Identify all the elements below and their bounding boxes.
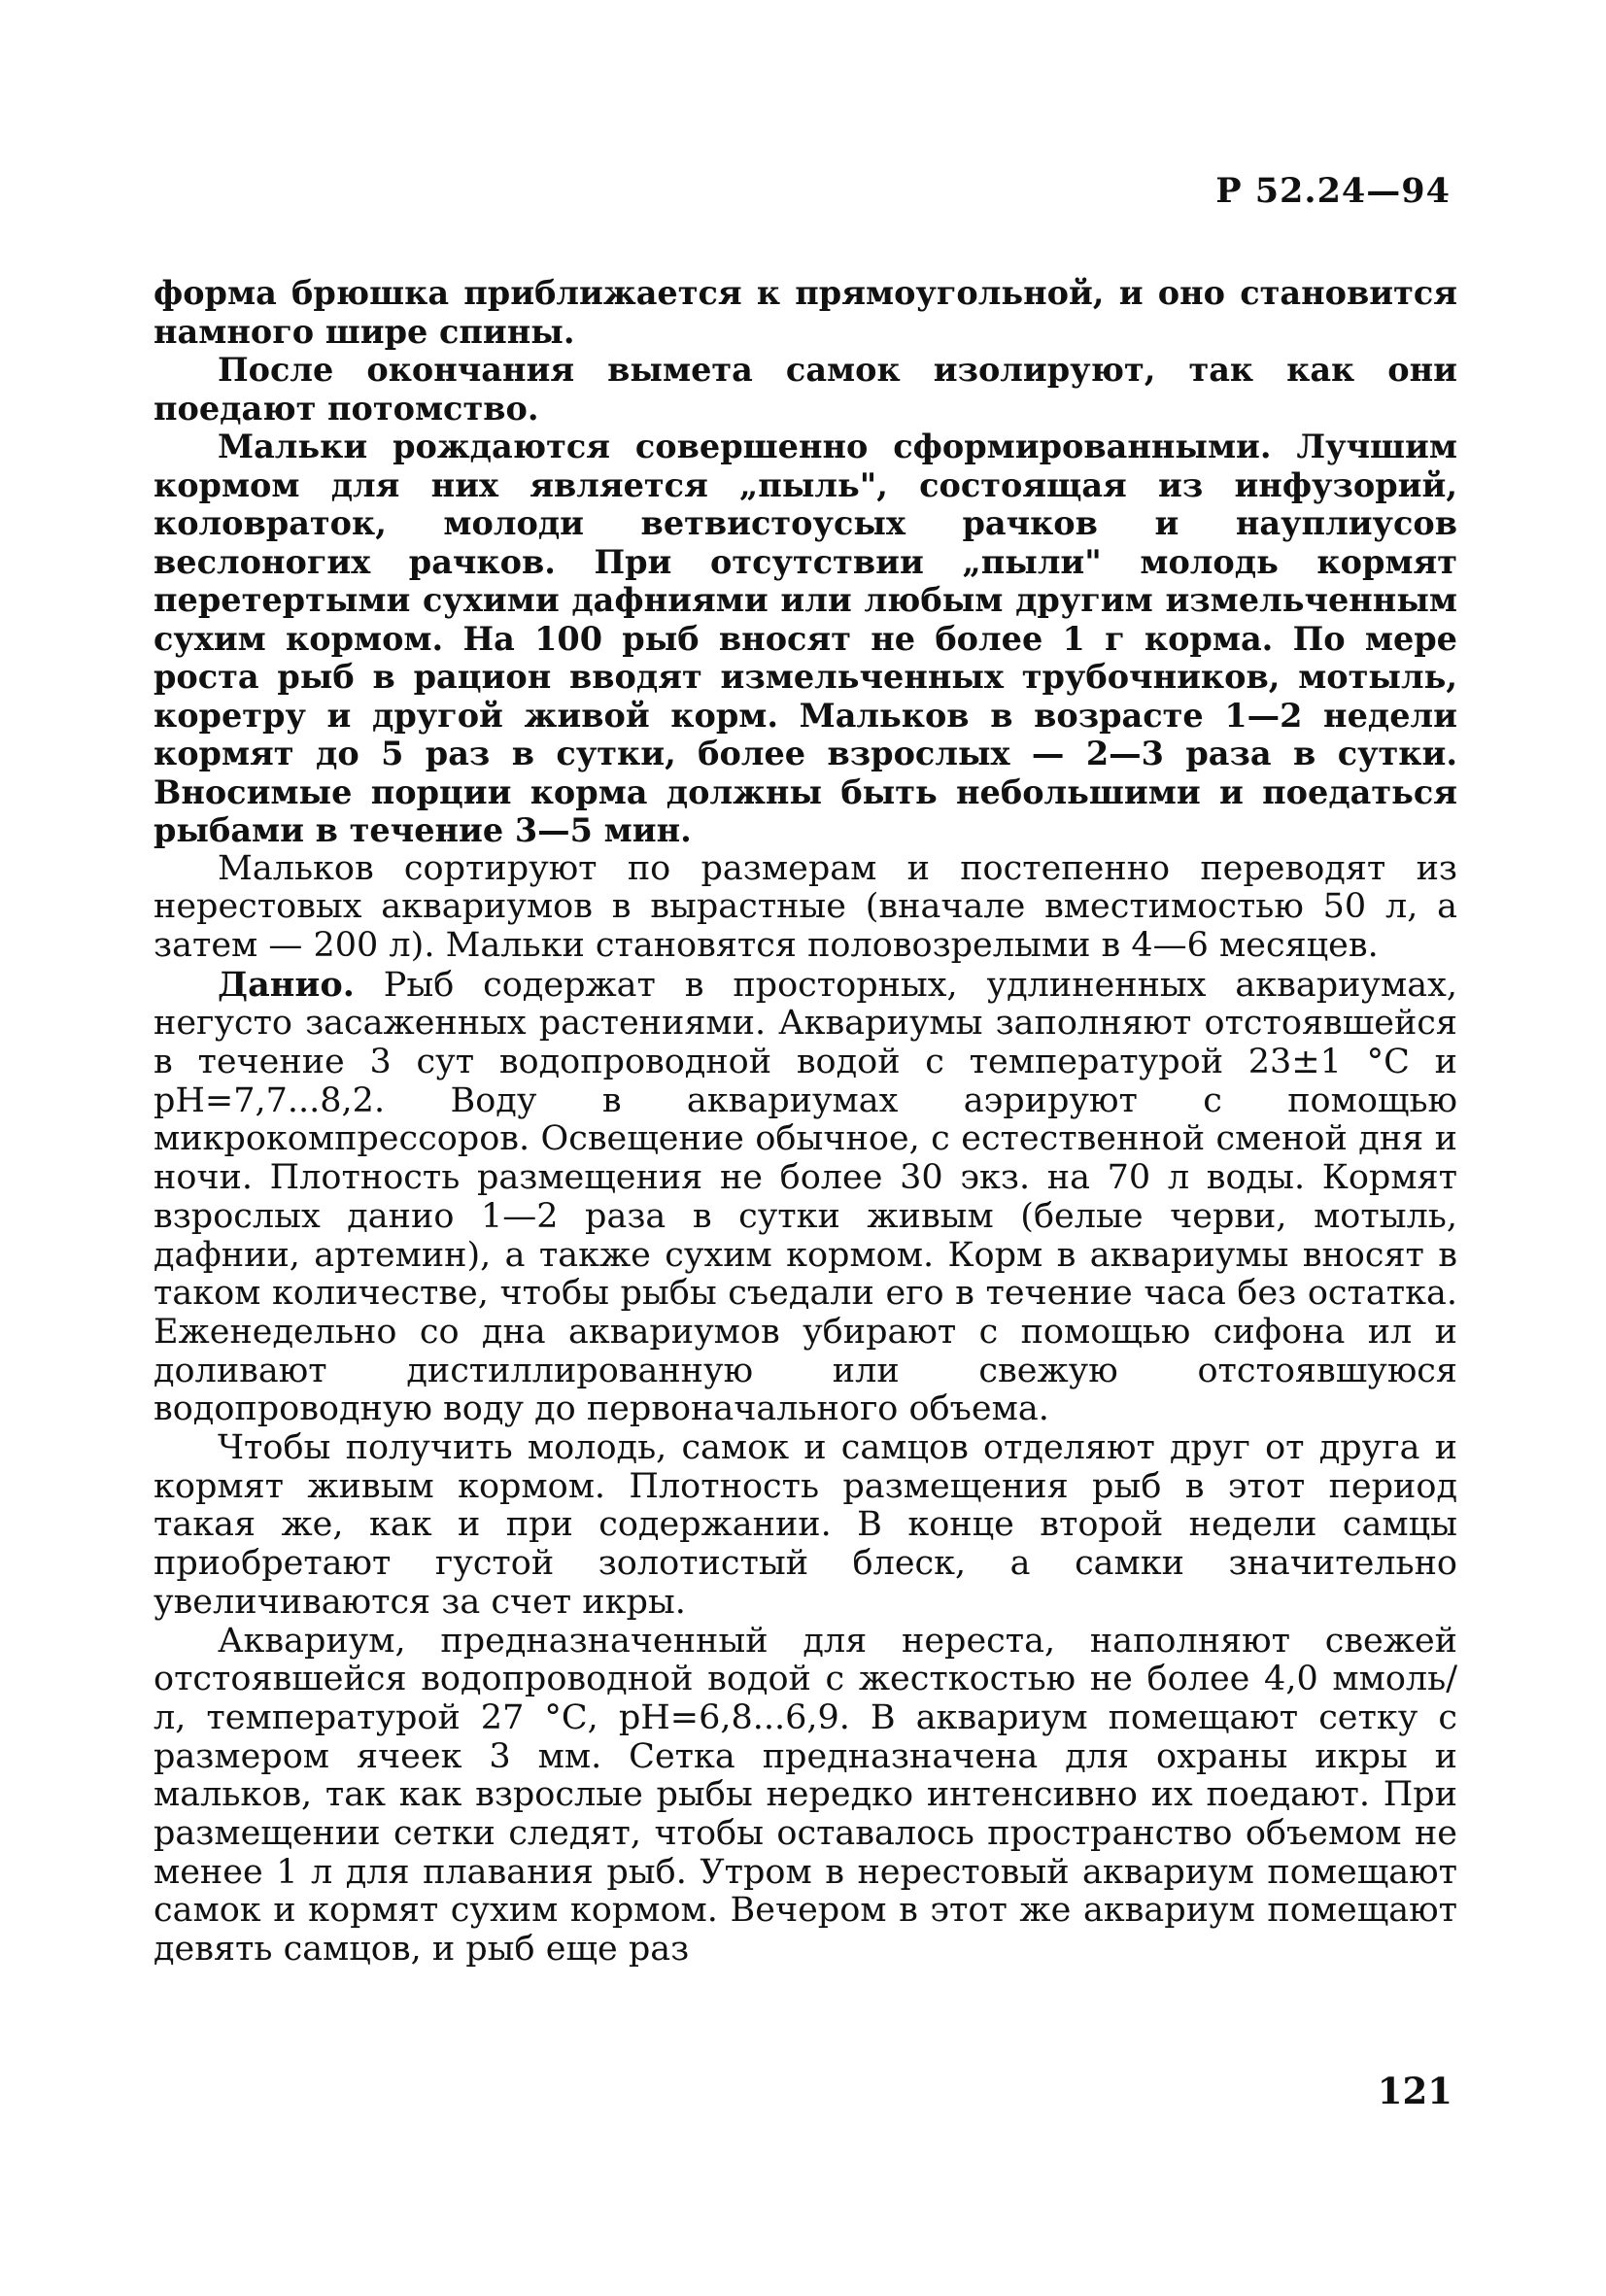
paragraph-abdomen-shape: форма брюшка приближается к прямоугольной, и оно становится намного шире спины. [154, 274, 1457, 351]
paragraph-fry-sorting: Мальков сортируют по размерам и постепенно переводят из нерестовых аквариумов в вырастные (вначале вместимостью 50 л, а затем — 200 л). Мальки становятся половозрелыми в 4—6 месяцев. [154, 848, 1457, 965]
danio-lead-word: Данио. [218, 964, 355, 1005]
document-body [154, 274, 1457, 1970]
page-number: 121 [1377, 2070, 1452, 2112]
paragraph-danio-keeping [154, 966, 1457, 1429]
paragraph-female-isolation: После окончания вымета самок изолируют, так как они поедают потомство. [154, 351, 1457, 428]
paragraph-breeding-preparation: Чтобы получить молодь, самок и самцов отделяют друг от друга и кормят живым кормом. Плотность размещения рыб в этот период такая же, как и при содержании. В конце второй недели самцы приобретают густой золотистый блеск, а самки значительно увеличиваются за счет икры. [154, 1428, 1457, 1622]
danio-keeping-text: Рыб содержат в просторных, удлиненных аквариумах, негусто засаженных растениями. Аквариумы заполняют отстоявшейся в течение 3 сут водопроводной водой с температурой 23±1 °С и рН=7,7...8,2. Воду в аквариумах аэрируют с помощью микрокомпрессоров. Освещение обычное, с естественной сменой дня и ночи. Плотность размещения не более 30 экз. на 70 л воды. Кормят взрослых данио 1—2 раза в сутки живым (белые черви, мотыль, дафнии, артемин), а также сухим кормом. Корм в аквариумы вносят в таком количестве, чтобы рыбы съедали его в течение часа без остатка. Еженедельно со дна аквариумов убирают с помощью сифона ил и доливают дистиллированную или свежую отстоявшуюся водопроводную воду до первоначального объема. [154, 965, 1457, 1429]
paragraph-spawning-aquarium: Аквариум, предназначенный для нереста, наполняют свежей отстоявшейся водопроводной водой с жесткостью не более 4,0 ммоль/л, температурой 27 °С, рН=6,8...6,9. В аквариум помещают сетку с размером ячеек 3 мм. Сетка предназначена для охраны икры и мальков, так как взрослые рыбы нередко интенсивно их поедают. При размещении сетки следят, чтобы оставалось пространство объемом не менее 1 л для плавания рыб. Утром в нерестовый аквариум помещают самок и кормят сухим кормом. Вечером в этот же аквариум помещают девять самцов, и рыб еще раз [154, 1621, 1457, 1970]
paragraph-fry-feeding: Мальки рождаются совершенно сформированными. Лучшим кормом для них является „пыль", состоящая из инфузорий, коловраток, молоди ветвистоусых рачков и науплиусов веслоногих рачков. При отсутствии „пыли" молодь кормят перетертыми сухими дафниями или любым другим измельченным сухим кормом. На 100 рыб вносят не более 1 г корма. По мере роста рыб в рацион вводят измельченных трубочников, мотыль, коретру и другой живой корм. Мальков в возрасте 1—2 недели кормят до 5 раз в сутки, более взрослых — 2—3 раза в сутки. Вносимые порции корма должны быть небольшими и поедаться рыбами в течение 3—5 мин. [154, 428, 1457, 849]
document-code-header: Р 52.24—94 [1215, 171, 1451, 211]
